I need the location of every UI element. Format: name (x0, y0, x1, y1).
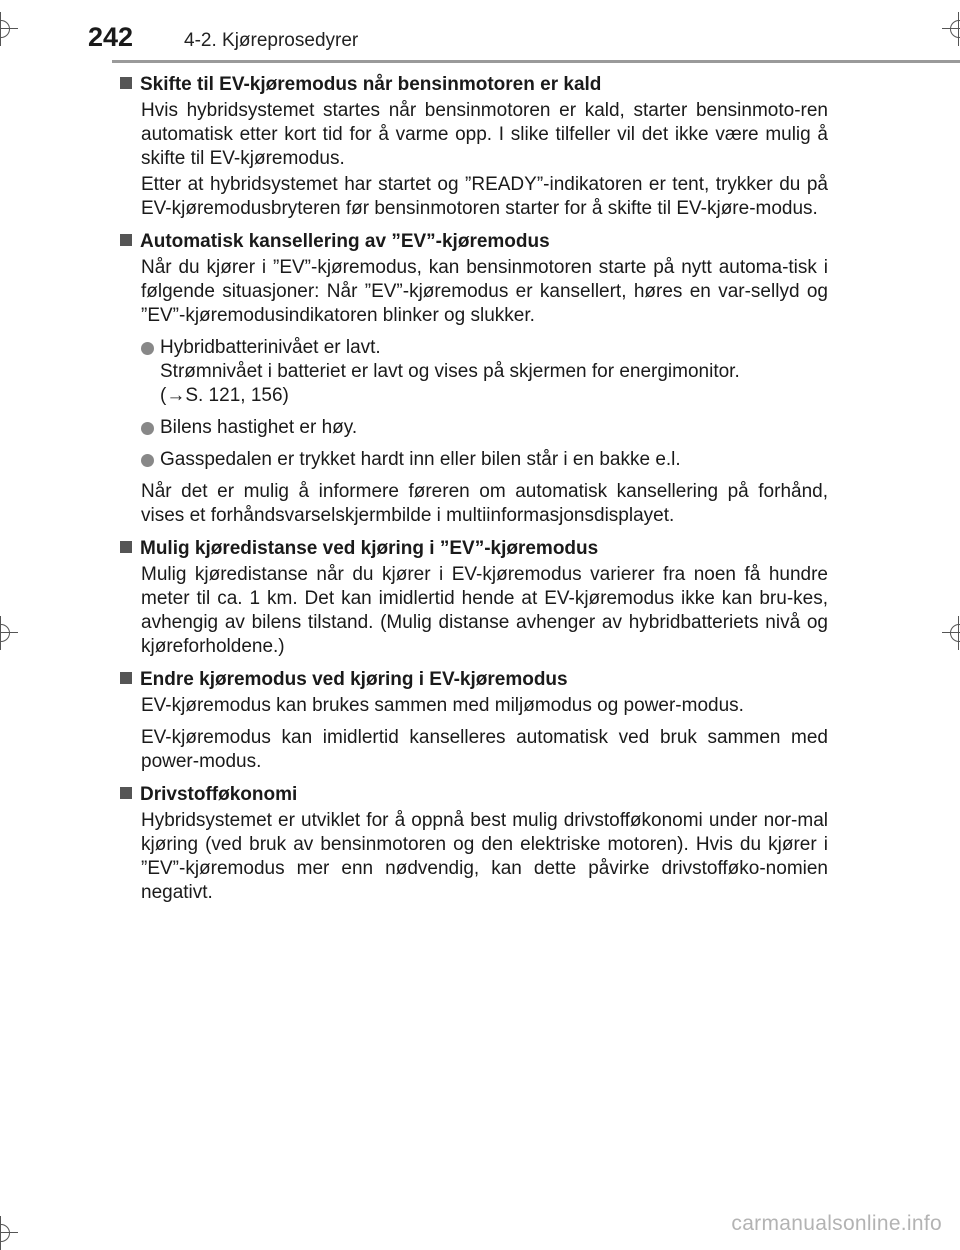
paragraph: Etter at hybridsystemet har startet og ”READY”-indikatoren er tent, trykker du på EV-kjøremodusbryteren før bensinmotoren starter for å skifte til EV-kjøre-modus. (141, 174, 828, 219)
header-divider (112, 60, 960, 63)
page-number: 242 (88, 22, 134, 52)
registration-mark-bottom-left (0, 1216, 18, 1250)
section-heading (120, 668, 828, 692)
section-heading-text: Endre kjøremodus ved kjøring i EV-kjøremodus (140, 669, 568, 690)
circle-bullet-icon (141, 342, 154, 355)
section-heading-text: Automatisk kansellering av ”EV”-kjøremodus (140, 231, 550, 252)
list-item-detail: Strømnivået i batteriet er lavt og vises på skjermen for energimonitor. (160, 361, 740, 382)
list-item (141, 336, 828, 408)
registration-mark-mid-left (0, 616, 18, 650)
section-heading-text: Skifte til EV-kjøremodus når bensinmotoren er kald (140, 74, 602, 95)
square-bullet-icon (120, 234, 132, 246)
square-bullet-icon (120, 77, 132, 89)
paragraph: EV-kjøremodus kan brukes sammen med miljømodus og power-modus. (141, 695, 744, 716)
paragraph: EV-kjøremodus kan imidlertid kanselleres automatisk ved bruk sammen med power-modus. (141, 727, 828, 772)
paragraph: Hybridsystemet er utviklet for å oppnå best mulig drivstofføkonomi under nor-mal kjøring (ved bruk av bensinmotoren og den elektriske motoren). Hvis du kjører i ”EV”-kjøremodus mer enn nødvendig, kan dette påvirke drivstofføko-nomien negativt. (141, 810, 828, 903)
section-fuel-economy (120, 783, 828, 905)
section-heading (120, 230, 828, 254)
list-item-text: Bilens hastighet er høy. (160, 417, 358, 438)
square-bullet-icon (120, 541, 132, 553)
section-heading-text: Drivstofføkonomi (140, 784, 298, 805)
list-item-text: Gasspedalen er trykket hardt inn eller bilen står i en bakke e.l. (160, 449, 681, 470)
registration-mark-top-right (942, 12, 960, 46)
section-heading-text: Mulig kjøredistanse ved kjøring i ”EV”-kjøremodus (140, 538, 599, 559)
square-bullet-icon (120, 672, 132, 684)
registration-mark-mid-right (942, 616, 960, 650)
section-ev-cold-engine (120, 73, 828, 221)
paragraph: Når du kjører i ”EV”-kjøremodus, kan bensinmotoren starte på nytt automa-tisk i følgende situasjoner: Når ”EV”-kjøremodus er kansellert, høres en var-sellyd og ”EV”-kjøremodusindikatoren blinker og slukker. (141, 257, 828, 326)
circle-bullet-icon (141, 454, 154, 467)
section-heading (120, 73, 828, 97)
section-heading (120, 783, 828, 807)
paragraph: Mulig kjøredistanse når du kjører i EV-kjøremodus varierer fra noen få hundre meter til ca. 1 km. Det kan imidlertid hende at EV-kjøremodus ikke kan bru-kes, avhengig av bilens tilstand. (Mulig distanse avhenger av hybridbatteriets nivå og kjøreforholdene.) (141, 564, 828, 657)
square-bullet-icon (120, 787, 132, 799)
registration-mark-top-left (0, 12, 18, 46)
section-auto-cancel (120, 230, 828, 528)
watermark: carmanualsonline.info (731, 1212, 942, 1235)
section-change-mode (120, 668, 828, 774)
list-item-body (160, 336, 828, 408)
page-reference-link[interactable]: (→S. 121, 156) (160, 385, 289, 406)
chapter-title: 4-2. Kjøreprosedyrer (184, 30, 359, 51)
list-item (141, 448, 828, 472)
circle-bullet-icon (141, 422, 154, 435)
main-content (120, 73, 828, 914)
paragraph: Når det er mulig å informere føreren om automatisk kansellering på forhånd, vises et forhåndsvarselskjermbilde i multiinformasjonsdisplayet. (141, 481, 828, 526)
list-item-text: Hybridbatterinivået er lavt. (160, 337, 381, 358)
paragraph: Hvis hybridsystemet startes når bensinmotoren er kald, starter bensinmoto-ren automatisk etter kort tid for å varme opp. I slike tilfeller vil det ikke være mulig å skifte til EV-kjøremodus. (141, 100, 828, 169)
section-heading (120, 537, 828, 561)
list-item (141, 416, 828, 440)
section-ev-range (120, 537, 828, 659)
